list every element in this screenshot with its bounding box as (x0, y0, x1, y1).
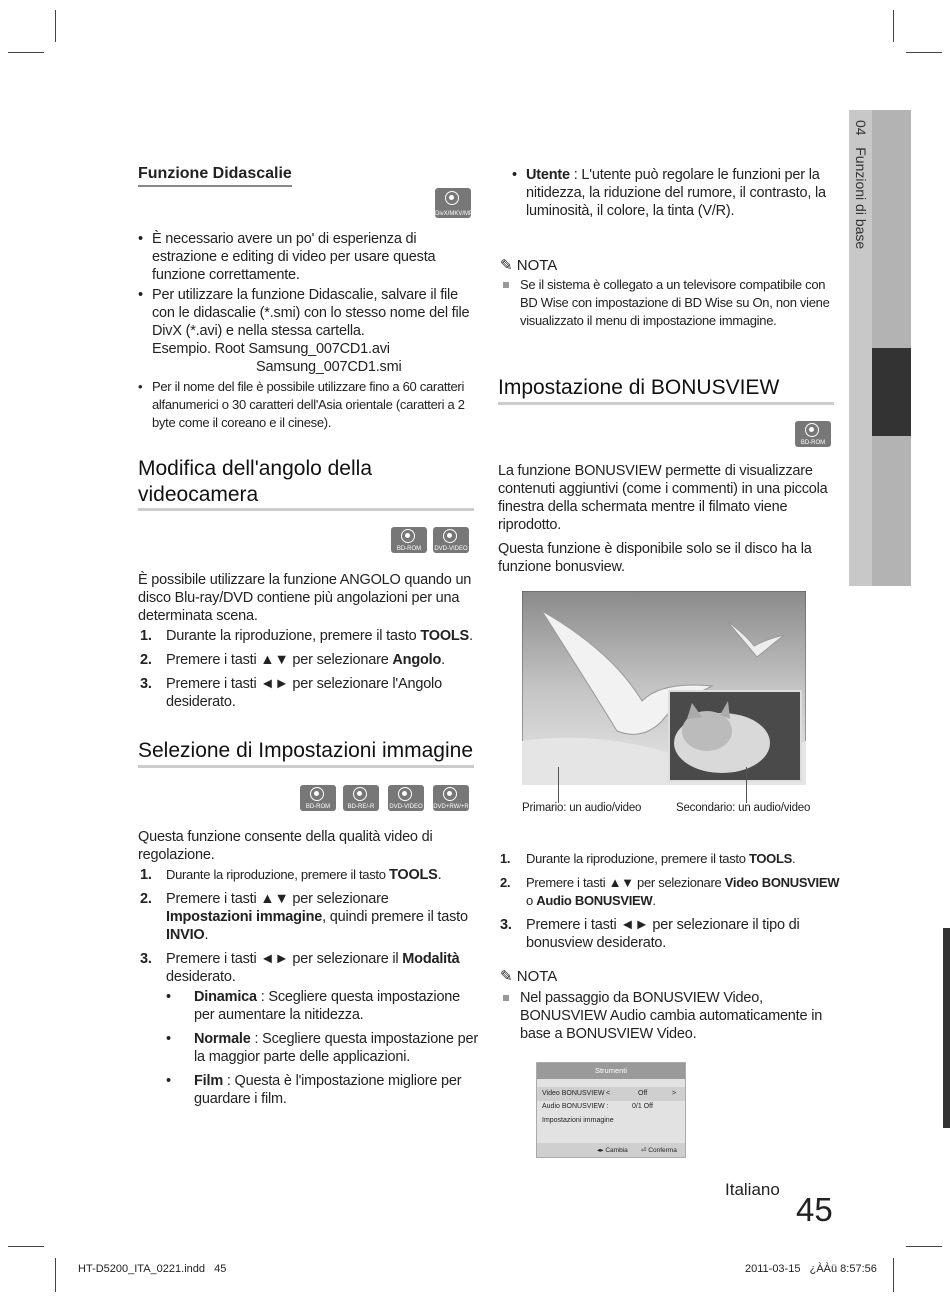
primary-caption: Primario: un audio/video (522, 802, 642, 814)
divider (138, 508, 474, 511)
example-line: Samsung_007CD1.smi (256, 359, 402, 375)
dvd-video-badge: DVD-VIDEO (388, 785, 424, 811)
step-item: 2. Premere i tasti ▲▼ per selezionare Video BONUSVIEW o Audio BONUSVIEW. (500, 875, 840, 908)
side-tab (849, 110, 911, 586)
bd-rom-badge: BD-ROM (300, 785, 336, 811)
dvd-video-badge: DVD-VIDEO (433, 527, 469, 553)
user-mode (512, 166, 834, 222)
list-item: • Per il nome del file è possibile utilizzare fino a 60 caratteri alfanumerici o 30 caratteri dell'Asia orientale (caratteri a 2 byte come il coreano e il cinese). (138, 378, 473, 432)
angle-heading: Modifica dell'angolo della videocamera (138, 457, 372, 507)
crop-mark (906, 52, 942, 53)
subtitles-heading: Funzione Didascalie (138, 165, 292, 187)
bonusview-para2: Questa funzione è disponibile solo se il disco ha la funzione bonusview. (498, 541, 812, 575)
bonusview-para1: La funzione BONUSVIEW permette di visualizzare contenuti aggiuntivi (come i commenti) in una piccola finestra della schermata mentre il filmato viene riprodotto. (498, 463, 828, 533)
file-name: HT-D5200_ITA_0221.indd 45 (78, 1263, 227, 1275)
bonusview-illustration-image (522, 591, 806, 785)
tools-menu-title: Strumenti (537, 1063, 685, 1079)
bd-rom-badge: BD-ROM (795, 421, 831, 447)
picture-steps (138, 866, 478, 1114)
step-item: 3. Premere i tasti ◄► per selezionare il Modalità desiderato. • Dinamica : Scegliere questa impostazione per aumentare la nitidezza. • Normale : Scegliere questa impostazione per la maggior parte delle applicazioni. • Film : Questa è l'impostazione migliore per guardare i film. (138, 950, 478, 1108)
mode-item: • Film : Questa è l'impostazione migliore per guardare i film. (166, 1072, 478, 1108)
step-item: 2. Premere i tasti ▲▼ per selezionare Impostazioni immagine, quindi premere il tasto INVIO. (140, 891, 468, 943)
list-item: • Per utilizzare la funzione Didascalie, salvare il file con le didascalie (*.smi) con lo stesso nome del file DivX (*.avi) e nella stessa cartella. Esempio. Root Samsung_007CD1.avi Samsung_007CD1.smi (138, 286, 473, 376)
page-number: 45 (796, 1191, 833, 1228)
language-label: Italiano (725, 1180, 780, 1199)
crop-mark (8, 1246, 44, 1247)
tools-menu-footer: ◂▸ Cambia ⏎ Conferma (537, 1143, 685, 1157)
bd-rom-badge: BD-ROM (391, 527, 427, 553)
divider (138, 765, 474, 768)
crop-mark (55, 1258, 56, 1292)
divider (498, 402, 834, 405)
crop-mark (906, 1246, 942, 1247)
crop-mark (893, 1258, 894, 1292)
angle-intro: È possibile utilizzare la funzione ANGOLO quando un disco Blu-ray/DVD contiene più angolazioni per una determinata scena. (138, 572, 472, 624)
bonusview-illustration (522, 591, 806, 785)
nota-text: Se il sistema è collegato a un televisore compatibile con BD Wise con impostazione di BD Wise su On, non viene visualizzato il menu di impostazione immagine. (500, 276, 830, 330)
tools-menu-row[interactable]: Video BONUSVIEW < Off > (537, 1087, 685, 1101)
pencil-icon: ✎ (500, 257, 513, 274)
nota-box (500, 967, 835, 1043)
tools-menu-row[interactable]: Audio BONUSVIEW : 0/1 Off (542, 1103, 653, 1110)
example-line: Esempio. Root Samsung_007CD1.avi (152, 341, 390, 357)
dvd-rw-badge: DVD+RW/+R (433, 785, 469, 811)
angle-steps (138, 627, 478, 717)
nota-title: NOTA (516, 968, 558, 985)
chapter-number: 04 (853, 120, 869, 136)
mode-item: • Utente : L'utente può regolare le funzioni per la nitidezza, la riduzione del rumore, il contrasto, la luminosità, il colore, la tinta (V/R). (512, 166, 834, 220)
picture-intro: Questa funzione consente della qualità video di regolazione. (138, 829, 433, 863)
step-item: 1. Durante la riproduzione, premere il tasto TOOLS. (500, 851, 796, 866)
bonusview-steps (498, 850, 843, 958)
secondary-caption: Secondario: un audio/video (676, 802, 811, 814)
divx-badge: DivX/MKV/MP4 (435, 188, 471, 218)
crop-mark (893, 10, 894, 42)
tools-menu (536, 1062, 686, 1158)
step-item: 2. Premere i tasti ▲▼ per selezionare Angolo. (140, 652, 445, 668)
tools-menu-row[interactable]: Impostazioni immagine (542, 1117, 614, 1124)
subtitles-bullets (138, 230, 473, 434)
crop-mark (8, 52, 44, 53)
picture-heading: Selezione di Impostazioni immagine (138, 739, 474, 762)
chapter-title: Funzioni di base (853, 147, 869, 250)
nota-text: Nel passaggio da BONUSVIEW Video, BONUSVIEW Audio cambia automaticamente in base a BONUSVIEW Video. (500, 989, 835, 1043)
step-item: 1. Durante la riproduzione, premere il tasto TOOLS. (140, 628, 473, 644)
left-right-arrows-icon: ◂▸ (597, 1147, 604, 1154)
enter-icon: ⏎ (641, 1147, 647, 1154)
step-item: 3. Premere i tasti ◄► per selezionare il tipo di bonusview desiderato. (500, 917, 800, 951)
step-item: 1. Durante la riproduzione, premere il tasto TOOLS. (140, 867, 442, 883)
bd-re-badge: BD-RE/-R (343, 785, 379, 811)
nota-box (500, 256, 830, 330)
edge-tab (943, 928, 950, 1128)
timestamp: 2011-03-15 ¿ÀÀü 8:57:56 (745, 1263, 877, 1275)
mode-item: • Normale : Scegliere questa impostazione per la maggior parte delle applicazioni. (166, 1030, 478, 1066)
crop-mark (55, 10, 56, 42)
step-item: 3. Premere i tasti ◄► per selezionare l'Angolo desiderato. (140, 676, 442, 710)
bonusview-heading: Impostazione di BONUSVIEW (498, 376, 780, 399)
pencil-icon: ✎ (500, 968, 513, 985)
mode-item: • Dinamica : Scegliere questa impostazione per aumentare la nitidezza. (166, 988, 478, 1024)
nota-title: NOTA (516, 257, 558, 274)
list-item: • È necessario avere un po' di esperienza di estrazione e editing di video per usare questa funzione correttamente. (138, 230, 473, 284)
